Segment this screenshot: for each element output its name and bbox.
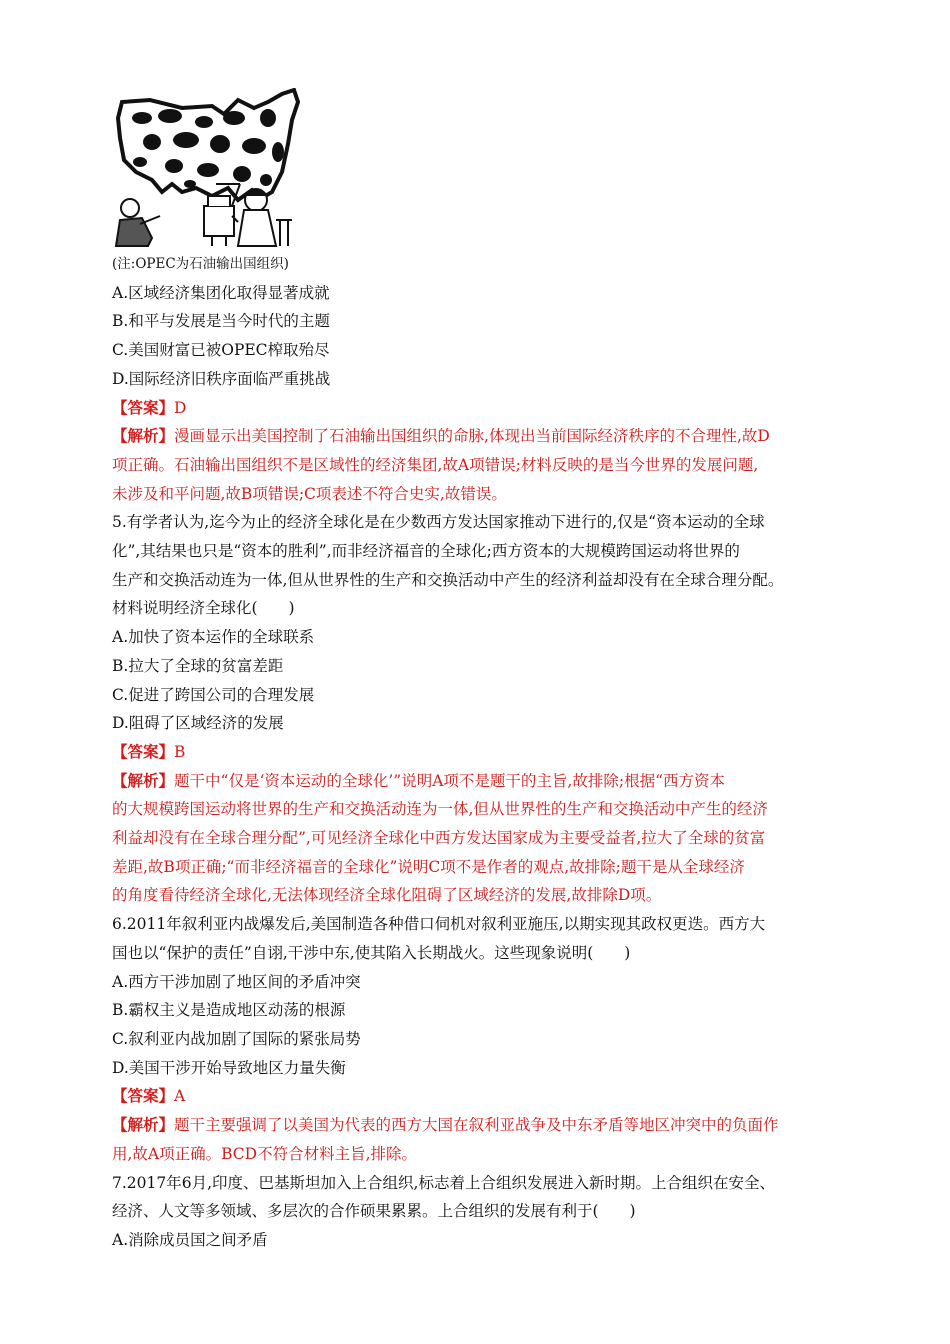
q6-stem-line-1: 6.2011年叙利亚内战爆发后,美国制造各种借口伺机对叙利亚施压,以期实现其政权更迭。西方大 xyxy=(112,915,766,934)
analysis-text: 漫画显示出美国控制了石油输出国组织的命脉,体现出当前国际经济秩序的不合理性,故D xyxy=(174,427,770,446)
q4-option-c: C.美国财富已被OPEC榨取殆尽 xyxy=(112,341,330,360)
q5-analysis-line-4: 差距,故B项正确;“而非经济福音的全球化”说明C项不是作者的观点,故排除;题干是从全球经济 xyxy=(112,857,745,876)
q7-stem-line-2: 经济、人文等多领域、多层次的合作硕果累累。上合组织的发展有利于( ) xyxy=(112,1202,636,1221)
question-content xyxy=(112,250,847,1255)
q4-answer xyxy=(112,394,847,423)
answer-label: 【答案】 xyxy=(112,741,175,761)
q4-option-a: A.区域经济集团化取得显著成就 xyxy=(112,283,330,302)
q6-analysis-line-1 xyxy=(112,1111,847,1140)
answer-label: 【答案】 xyxy=(112,1086,175,1106)
q5-option-b: B.拉大了全球的贫富差距 xyxy=(112,656,284,675)
answer-label: 【答案】 xyxy=(112,397,175,417)
q4-option-d: D.国际经济旧秩序面临严重挑战 xyxy=(112,369,331,388)
q5-analysis-line-5: 的角度看待经济全球化,无法体现经济全球化阻碍了区域经济的发展,故排除D项。 xyxy=(112,886,662,905)
q5-option-a: A.加快了资本运作的全球联系 xyxy=(112,628,315,647)
answer-value: B xyxy=(174,742,186,761)
analysis-text: 题干主要强调了以美国为代表的西方大国在叙利亚战争及中东矛盾等地区冲突中的负面作 xyxy=(174,1116,779,1135)
opec-note: (注:OPEC为石油输出国组织) xyxy=(112,256,289,272)
q5-stem-line-2: 化”,其结果也只是“资本的胜利”,而非经济福音的全球化;西方资本的大规模跨国运动将世界的 xyxy=(112,542,740,561)
q5-answer xyxy=(112,738,847,767)
q5-analysis-line-1 xyxy=(112,767,847,796)
q5-option-d: D.阻碍了区域经济的发展 xyxy=(112,714,284,733)
q5-analysis-line-3: 利益却没有在全球合理分配”,可见经济全球化中西方发达国家成为主要受益者,拉大了全球的贫富 xyxy=(112,829,766,848)
q6-answer xyxy=(112,1082,847,1111)
q5-option-c: C.促进了跨国公司的合理发展 xyxy=(112,685,315,704)
analysis-label: 【解析】 xyxy=(112,1115,175,1135)
answer-value: D xyxy=(174,398,187,417)
q7-option-a: A.消除成员国之间矛盾 xyxy=(112,1230,268,1249)
q5-analysis-line-2: 的大规模跨国运动将世界的生产和交换活动连为一体,但从世界性的生产和交换活动中产生的经济 xyxy=(112,800,768,819)
q6-option-b: B.霸权主义是造成地区动荡的根源 xyxy=(112,1001,346,1020)
q6-option-c: C.叙利亚内战加剧了国际的紧张局势 xyxy=(112,1029,361,1048)
q4-analysis-line-2: 项正确。石油输出国组织不是区域性的经济集团,故A项错误;材料反映的是当今世界的发展问题, xyxy=(112,455,759,474)
q6-stem-line-2: 国也以“保护的责任”自诩,干涉中东,使其陷入长期战火。这些现象说明( ) xyxy=(112,943,631,962)
q5-stem-line-1: 5.有学者认为,迄今为止的经济全球化是在少数西方发达国家推动下进行的,仅是“资本运动的全球 xyxy=(112,513,765,532)
q5-stem-line-4: 材料说明经济全球化( ) xyxy=(112,599,295,618)
answer-value: A xyxy=(174,1087,186,1106)
q6-option-d: D.美国干涉开始导致地区力量失衡 xyxy=(112,1058,346,1077)
q5-stem-line-3: 生产和交换活动连为一体,但从世界性的生产和交换活动中产生的经济利益却没有在全球合理分配。 xyxy=(112,570,784,589)
analysis-label: 【解析】 xyxy=(112,770,175,790)
analysis-text: 题干中“仅是‘资本运动的全球化’”说明A项不是题干的主旨,故排除;根据“西方资本 xyxy=(174,771,725,790)
opec-cartoon-image xyxy=(112,88,302,248)
q6-analysis-line-2: 用,故A项正确。BCD不符合材料主旨,排除。 xyxy=(112,1144,418,1163)
q4-option-b: B.和平与发展是当今时代的主题 xyxy=(112,312,330,331)
analysis-label: 【解析】 xyxy=(112,426,175,446)
q4-analysis-line-1 xyxy=(112,422,847,451)
q6-option-a: A.西方干涉加剧了地区间的矛盾冲突 xyxy=(112,972,361,991)
q7-stem-line-1: 7.2017年6月,印度、巴基斯坦加入上合组织,标志着上合组织发展进入新时期。上合组织在安全、 xyxy=(112,1173,775,1192)
q4-analysis-line-3: 未涉及和平问题,故B项错误;C项表述不符合史实,故错误。 xyxy=(112,484,507,503)
